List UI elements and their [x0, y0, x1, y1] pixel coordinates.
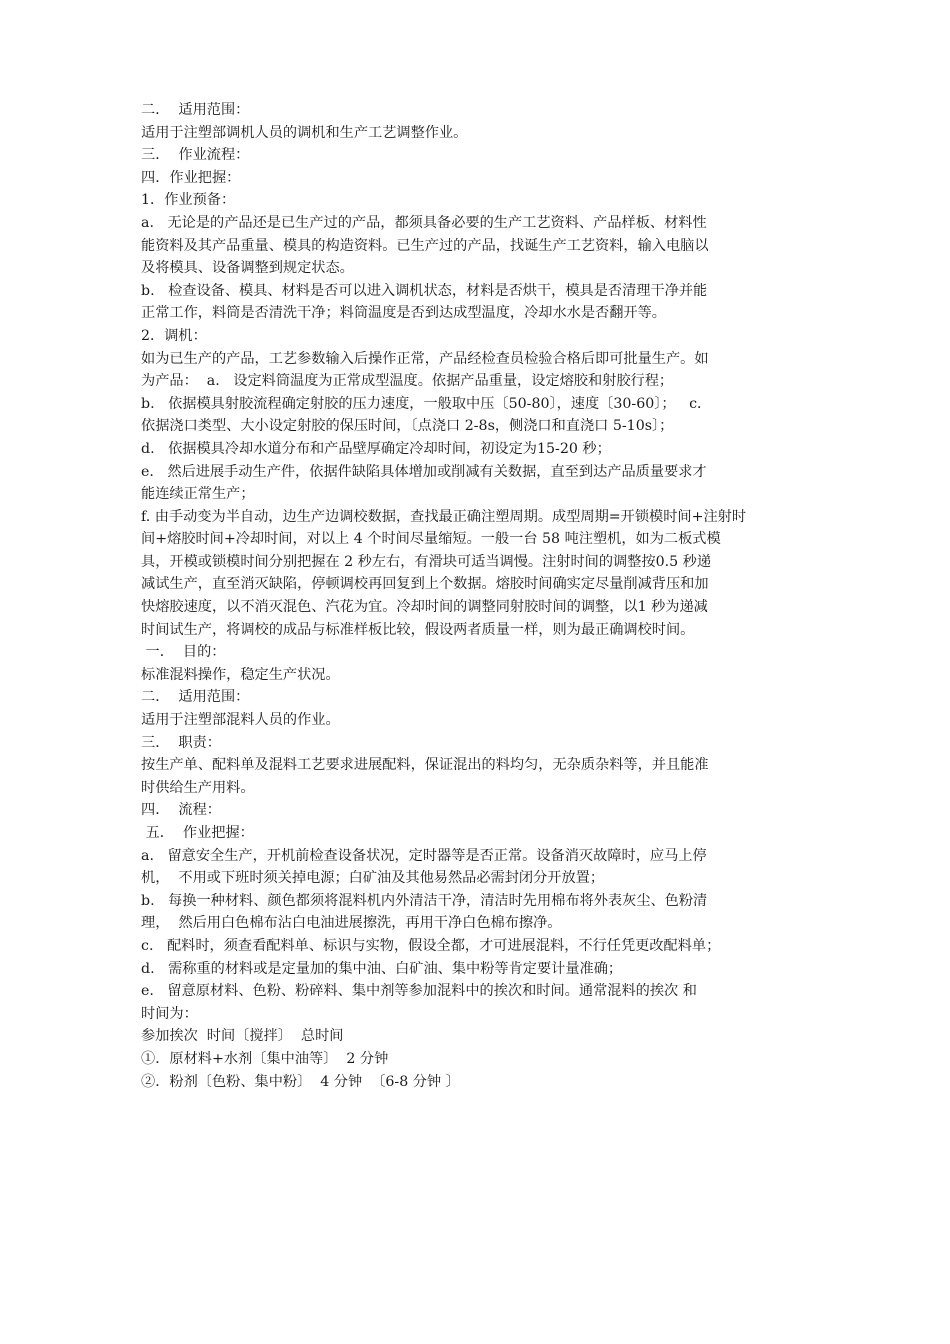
text-line: 四．作业把握： — [141, 169, 241, 186]
text-line: b. 检查设备、模具、材料是否可以进入调机状态，材料是否烘干，模具是否清理干净并能 — [141, 282, 708, 299]
text-line: 2．调机： — [141, 327, 207, 344]
text-line: 如为已生产的产品，工艺参数输入后操作正常，产品经检查员检验合格后即可批量生产。如 — [141, 350, 709, 367]
text-line: 二． 适用范围： — [141, 102, 250, 118]
text-line: 参加挨次 时间〔搅拌〕 总时间 — [141, 1028, 344, 1045]
text-line: c. 配料时，须查看配料单、标识与实物，假设全都，才可进展混料，不行任凭更改配料单； — [141, 937, 721, 954]
text-line: 时间为： — [141, 1005, 198, 1022]
text-line: 三． 作业流程： — [141, 147, 250, 164]
text-line: 减试生产，直至消灭缺陷，停顿调校再回复到上个数据。熔胶时间确实定尽量削减背压和加 — [141, 576, 709, 593]
text-line: 间+熔胶时间+冷却时间，对以上 4 个时间尽量缩短。一般一台 58 吨注塑机，如为二板式模 — [141, 531, 721, 548]
document-page — [141, 99, 813, 1093]
text-line: 机， 不用或下班时须关掉电源；白矿油及其他易然品必需封闭分开放置； — [141, 870, 605, 887]
text-line: f. 由手动变为半自动，边生产边调校数据，查找最正确注塑周期。成型周期=开锁模时间+注射时 — [141, 508, 747, 525]
text-line: 三． 职责： — [141, 734, 221, 751]
text-line: 四． 流程： — [141, 802, 221, 819]
text-line: d. 依据模具冷却水道分布和产品壁厚确定冷却时间，初设定为15-20 秒； — [141, 440, 611, 457]
text-line: 能资料及其产品重量、模具的构造资料。已生产过的产品，找诞生产工艺资料，输入电脑以 — [141, 237, 709, 254]
text-line: 为产品： a. 设定料筒温度为正常成型温度。依据产品重量，设定熔胶和射胶行程； — [141, 373, 674, 390]
text-line: e. 然后进展手动生产件，依据件缺陷具体增加或削减有关数据，直至到达产品质量要求才 — [141, 463, 707, 480]
text-line: 时供给生产用料。 — [141, 779, 255, 796]
text-line: 及将模具、设备调整到规定状态。 — [141, 260, 354, 277]
text-line: 标准混料操作，稳定生产状况。 — [141, 666, 340, 683]
text-line: ②．粉剂〔色粉、集中粉〕 4 分钟 〔6-8 分钟 〕 — [141, 1073, 460, 1090]
text-line: 正常工作，料筒是否清洗干净；料筒温度是否到达成型温度，冷却水水是否翻开等。 — [141, 305, 666, 322]
text-line: 五． 作业把握： — [141, 825, 254, 841]
text-line: ①．原材料+水剂〔集中油等〕 2 分钟 — [141, 1050, 389, 1067]
text-line: d. 需称重的材料或是定量加的集中油、白矿油、集中粉等肯定要计量准确； — [141, 960, 623, 977]
text-line: b. 依据模具射胶流程确定射胶的压力速度，一般取中压〔50-80〕，速度〔30-60〕； c． — [141, 395, 712, 412]
text-line: a. 无论是的产品还是已生产过的产品，都须具备必要的生产工艺资料、产品样板、材料性 — [141, 214, 707, 231]
text-line: 适用于注塑部调机人员的调机和生产工艺调整作业。 — [141, 124, 468, 141]
text-line: 二． 适用范围： — [141, 689, 250, 706]
text-line: a. 留意安全生产，开机前检查设备状况，定时器等是否正常。设备消灭故障时，应马上停 — [141, 847, 707, 864]
text-line: 具，开模或锁模时间分别把握在 2 秒左右，有滑块可适当调慢。注射时间的调整按0.5 秒递 — [141, 553, 712, 570]
text-line: 快熔胶速度，以不消灭混色、汽花为宜。冷却时间的调整同射胶时间的调整，以1 秒为递减 — [141, 599, 708, 616]
text-line: 理， 然后用白色棉布沾白电油进展擦洗，再用干净白色棉布擦净。 — [141, 915, 562, 932]
text-line: 能连续正常生产； — [141, 486, 255, 503]
text-line: 1．作业预备： — [141, 192, 236, 209]
text-line: 时间试生产，将调校的成品与标准样板比较，假设两者质量一样，则为最正确调校时间。 — [141, 621, 695, 638]
text-line: 按生产单、配料单及混料工艺要求进展配料，保证混出的料均匀，无杂质杂料等，并且能准 — [141, 757, 709, 774]
text-line: 一． 目的： — [141, 644, 226, 661]
text-line: 依据浇口类型、大小设定射胶的保压时间，〔点浇口 2-8s，侧浇口和直浇口 5-10s〕； — [141, 418, 674, 435]
text-line: 适用于注塑部混料人员的作业。 — [141, 712, 340, 729]
text-line: e. 留意原材料、色粉、粉碎料、集中剂等参加混料中的挨次和时间。通常混料的挨次 和 — [141, 983, 697, 1000]
text-line: b. 每换一种材料、颜色都须将混料机内外清洁干净，清洁时先用棉布将外表灰尘、色粉清 — [141, 892, 708, 909]
